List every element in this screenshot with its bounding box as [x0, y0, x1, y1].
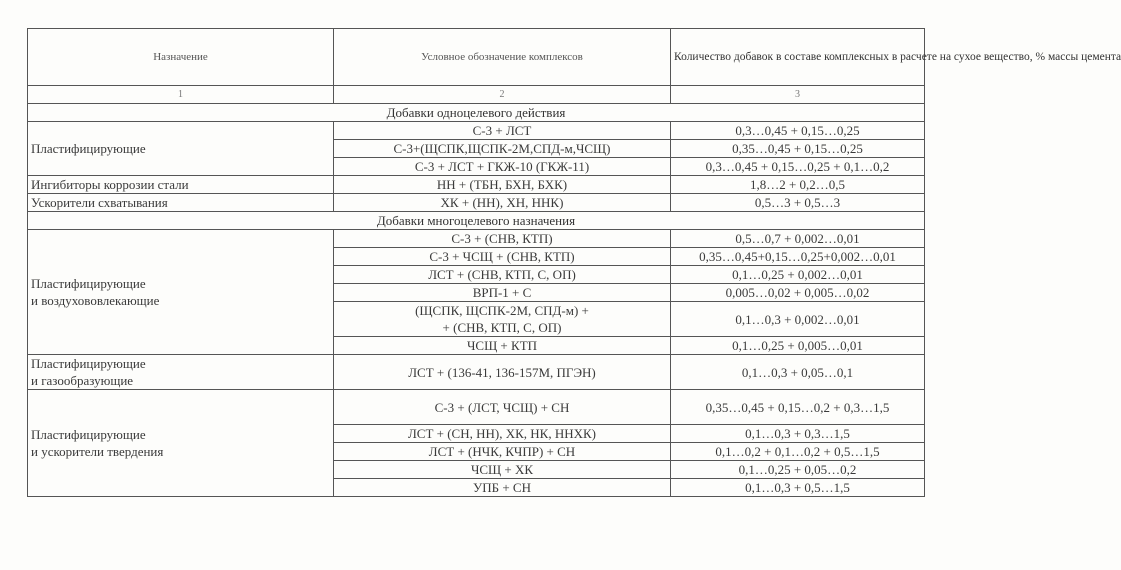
section-title: Добавки многоцелевого назначения	[28, 212, 925, 230]
purpose-line: и ускорители твердения	[31, 444, 164, 459]
designation-cell: С-3 + (ЛСТ, ЧСЩ) + СН	[334, 390, 671, 425]
purpose-line: Пластифицирующие	[31, 427, 146, 442]
purpose-cell: Ингибиторы коррозии стали	[28, 176, 334, 194]
quantity-cell: 1,8…2 + 0,2…0,5	[671, 176, 925, 194]
designation-cell: С-3 + (СНВ, КТП)	[334, 230, 671, 248]
designation-line: (ЩСПК, ЩСПК-2М, СПД-м) +	[415, 303, 589, 318]
designation-cell: ЛСТ + (136-41, 136-157М, ПГЭН)	[334, 355, 671, 390]
header-designation: Условное обозначение комплексов	[334, 29, 671, 86]
quantity-cell: 0,1…0,3 + 0,05…0,1	[671, 355, 925, 390]
column-number: 3	[671, 86, 925, 104]
designation-cell: С-3 + ЛСТ + ГКЖ-10 (ГКЖ-11)	[334, 158, 671, 176]
table-row	[28, 230, 925, 248]
quantity-cell: 0,1…0,25 + 0,005…0,01	[671, 337, 925, 355]
quantity-cell: 0,1…0,3 + 0,3…1,5	[671, 425, 925, 443]
quantity-cell: 0,1…0,25 + 0,002…0,01	[671, 266, 925, 284]
quantity-cell: 0,35…0,45+0,15…0,25+0,002…0,01	[671, 248, 925, 266]
purpose-line: и воздухововлекающие	[31, 293, 160, 308]
quantity-cell: 0,35…0,45 + 0,15…0,2 + 0,3…1,5	[671, 390, 925, 425]
purpose-cell	[28, 355, 334, 390]
designation-cell: УПБ + СН	[334, 479, 671, 497]
designation-cell: НН + (ТБН, БХН, БХК)	[334, 176, 671, 194]
purpose-cell	[28, 230, 334, 355]
purpose-cell	[28, 390, 334, 497]
table-row	[28, 176, 925, 194]
designation-cell: ХК + (НН), ХН, ННК)	[334, 194, 671, 212]
column-number: 1	[28, 86, 334, 104]
purpose-cell: Пластифицирующие	[28, 122, 334, 176]
quantity-cell: 0,1…0,25 + 0,05…0,2	[671, 461, 925, 479]
column-number-row	[28, 86, 925, 104]
quantity-cell: 0,3…0,45 + 0,15…0,25	[671, 122, 925, 140]
header-purpose: Назначение	[28, 29, 334, 86]
designation-cell: ЛСТ + (СН, НН), ХК, НК, ННХК)	[334, 425, 671, 443]
table-row	[28, 390, 925, 425]
quantity-cell: 0,005…0,02 + 0,005…0,02	[671, 284, 925, 302]
additives-table	[27, 28, 1121, 497]
quantity-cell: 0,3…0,45 + 0,15…0,25 + 0,1…0,2	[671, 158, 925, 176]
section-heading-row	[28, 212, 925, 230]
purpose-line: и газообразующие	[31, 373, 134, 388]
designation-cell: С-3 + ЛСТ	[334, 122, 671, 140]
purpose-line: Пластифицирующие	[31, 276, 146, 291]
header-quantity: Количество добавок в составе комплексных в расчете на сухое вещество, % массы цемента	[671, 29, 925, 86]
quantity-cell: 0,1…0,3 + 0,002…0,01	[671, 302, 925, 337]
designation-cell: ЧСЩ + ХК	[334, 461, 671, 479]
table-row	[28, 355, 925, 390]
designation-cell: С-3 + ЧСЩ + (СНВ, КТП)	[334, 248, 671, 266]
purpose-line: Пластифицирующие	[31, 356, 146, 371]
designation-cell: ЛСТ + (НЧК, КЧПР) + СН	[334, 443, 671, 461]
quantity-cell: 0,5…3 + 0,5…3	[671, 194, 925, 212]
designation-cell: ЛСТ + (СНВ, КТП, С, ОП)	[334, 266, 671, 284]
section-heading-row	[28, 104, 925, 122]
column-number: 2	[334, 86, 671, 104]
table-row	[28, 122, 925, 140]
designation-cell: ЧСЩ + КТП	[334, 337, 671, 355]
table-row	[28, 194, 925, 212]
quantity-cell: 0,1…0,3 + 0,5…1,5	[671, 479, 925, 497]
designation-line: + (СНВ, КТП, С, ОП)	[442, 320, 562, 335]
quantity-cell: 0,1…0,2 + 0,1…0,2 + 0,5…1,5	[671, 443, 925, 461]
table-header-row	[28, 29, 925, 86]
designation-cell: ВРП-1 + С	[334, 284, 671, 302]
purpose-cell: Ускорители схватывания	[28, 194, 334, 212]
designation-cell: С-3+(ЩСПК,ЩСПК-2М,СПД-м,ЧСЩ)	[334, 140, 671, 158]
quantity-cell: 0,35…0,45 + 0,15…0,25	[671, 140, 925, 158]
quantity-cell: 0,5…0,7 + 0,002…0,01	[671, 230, 925, 248]
section-title: Добавки одноцелевого действия	[28, 104, 925, 122]
designation-cell	[334, 302, 671, 337]
